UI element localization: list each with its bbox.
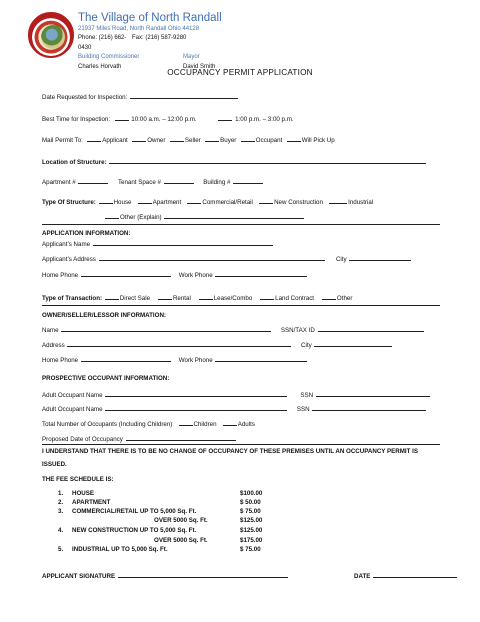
fee-label: APARTMENT — [72, 499, 111, 506]
afternoon-check[interactable] — [218, 114, 232, 121]
notice-line2: ISSUED. — [42, 461, 67, 468]
lease-combo-check[interactable] — [199, 293, 213, 300]
applicant-work-phone-field[interactable] — [215, 270, 307, 277]
phone: Phone: (216) 662-0430 — [78, 35, 127, 51]
location-row: Location of Structure: — [42, 157, 427, 166]
building-field[interactable] — [233, 177, 263, 184]
date-requested-field[interactable] — [130, 92, 238, 99]
applicant-name-row: Applicant’s Name — [42, 239, 274, 248]
fee-label: INDUSTRIAL UP TO 5,000 Sq. Ft. — [72, 546, 168, 553]
fee-label: COMMERCIAL/RETAIL UP TO 5,000 Sq. Ft. — [72, 508, 197, 515]
fee-num: 4. — [58, 527, 64, 534]
adult2-ssn-field[interactable] — [312, 404, 426, 411]
owner-home-phone-field[interactable] — [81, 355, 171, 362]
fee-amount: $ 50.00 — [240, 499, 261, 506]
owner-work-phone-field[interactable] — [215, 355, 307, 362]
owner-address-row: Address City — [42, 340, 393, 349]
commissioner-title: Building Commissioner — [78, 54, 140, 61]
other-structure-row: Other (Explain) — [104, 212, 305, 221]
signature-field[interactable] — [118, 571, 288, 578]
fee-amount: $175.00 — [240, 537, 263, 544]
signature-row: APPLICANT SIGNATURE — [42, 571, 289, 580]
date-row: DATE — [354, 571, 458, 580]
mayor-name: David Smith — [183, 63, 216, 70]
mayor-title: Mayor — [183, 54, 200, 61]
unit-row: Apartment # Tenant Space # Building # — [42, 177, 264, 186]
total-occupants-row: Total Number of Occupants (Including Children) Children Adults — [42, 421, 255, 428]
fee-num: 3. — [58, 508, 64, 515]
fee-num: 2. — [58, 499, 64, 506]
divider — [42, 224, 440, 225]
owner-name-row: Name SSN/TAX ID — [42, 325, 425, 334]
apartment-field[interactable] — [78, 177, 108, 184]
applicant-heading: APPLICATION INFORMATION: — [42, 230, 131, 237]
fee-amount: $125.00 — [240, 527, 263, 534]
fee-heading: THE FEE SCHEDULE IS: — [42, 476, 114, 483]
divider — [42, 305, 440, 306]
letterhead — [78, 12, 222, 72]
applicant-address-field[interactable] — [99, 254, 325, 261]
house-check[interactable] — [99, 197, 113, 204]
other-transaction-check[interactable] — [322, 293, 336, 300]
mail-owner-check[interactable] — [132, 135, 146, 142]
adult2-name-field[interactable] — [105, 404, 287, 411]
applicant-name-field[interactable] — [93, 239, 273, 246]
proposed-date-row: Proposed Date of Occupancy — [42, 434, 237, 443]
mail-buyer-check[interactable] — [205, 135, 219, 142]
fee-num: 5. — [58, 546, 64, 553]
adults-count-field[interactable] — [223, 419, 237, 426]
direct-sale-check[interactable] — [105, 293, 119, 300]
village-seal — [28, 12, 74, 58]
adult1-ssn-field[interactable] — [316, 390, 430, 397]
fee-amount: $ 75.00 — [240, 546, 261, 553]
notice-line1: I UNDERSTAND THAT THERE IS TO BE NO CHANGE OF OCCUPANCY OF THESE PREMISES UNTIL AN OCCUPANCY PERMIT IS — [42, 448, 418, 455]
divider — [42, 444, 440, 445]
applicant-city-field[interactable] — [349, 254, 411, 261]
fee-num: 1. — [58, 490, 64, 497]
fax: Fax: (216) 587-9280 — [132, 35, 187, 42]
adult1-name-field[interactable] — [105, 390, 287, 397]
mail-occupant-check[interactable] — [241, 135, 255, 142]
owner-phone-row: Home Phone Work Phone — [42, 355, 308, 364]
fee-amount: $125.00 — [240, 517, 263, 524]
land-contract-check[interactable] — [260, 293, 274, 300]
other-structure-check[interactable] — [105, 212, 119, 219]
applicant-phone-row: Home Phone Work Phone — [42, 270, 308, 279]
commissioner-name: Charles Horvath — [78, 63, 122, 70]
mail-pickup-check[interactable] — [287, 135, 301, 142]
fee-label: OVER 5000 Sq. Ft. — [154, 537, 208, 544]
owner-ssn-field[interactable] — [318, 325, 424, 332]
rental-check[interactable] — [158, 293, 172, 300]
adult1-row: Adult Occupant Name SSN — [42, 390, 431, 399]
village-address: 21937 Miles Road, North Randall Ohio 44128 — [78, 26, 200, 32]
new-construction-check[interactable] — [259, 197, 273, 204]
apartment-check[interactable] — [138, 197, 152, 204]
signature-date-field[interactable] — [373, 571, 457, 578]
applicant-address-row: Applicant’s Address City — [42, 254, 412, 263]
date-requested-row: Date Requested for Inspection: — [42, 92, 239, 101]
location-field[interactable] — [109, 157, 426, 164]
owner-heading: OWNER/SELLER/LESSOR INFORMATION: — [42, 312, 166, 319]
fee-amount: $ 75.00 — [240, 508, 261, 515]
form-title: OCCUPANCY PERMIT APPLICATION — [167, 68, 313, 77]
commercial-check[interactable] — [187, 197, 201, 204]
owner-address-field[interactable] — [67, 340, 291, 347]
fee-amount: $100.00 — [240, 490, 263, 497]
adult2-row: Adult Occupant Name SSN — [42, 404, 427, 413]
mail-seller-check[interactable] — [170, 135, 184, 142]
proposed-date-field[interactable] — [126, 434, 236, 441]
applicant-home-phone-field[interactable] — [81, 270, 171, 277]
morning-check[interactable] — [115, 114, 129, 121]
fee-label: NEW CONSTRUCTION UP TO 5,000 Sq. Ft. — [72, 527, 197, 534]
transaction-row: Type of Transaction: Direct Sale Rental Lease/Combo Land Contract Other — [42, 295, 353, 302]
village-name: The Village of North Randall — [78, 12, 222, 24]
mail-applicant-check[interactable] — [87, 135, 101, 142]
fee-label: OVER 5000 Sq. Ft. — [154, 517, 208, 524]
other-explain-field[interactable] — [164, 212, 304, 219]
industrial-check[interactable] — [329, 197, 347, 204]
children-count-field[interactable] — [179, 419, 193, 426]
fee-label: HOUSE — [72, 490, 95, 497]
mail-permit-row: Mail Permit To: Applicant Owner Seller Buyer Occupant Will Pick Up — [42, 137, 335, 144]
occupant-heading: PROSPECTIVE OCCUPANT INFORMATION: — [42, 375, 170, 382]
tenant-space-field[interactable] — [164, 177, 194, 184]
owner-city-field[interactable] — [314, 340, 392, 347]
best-time-row: Best Time for Inspection: 10:00 a.m. – 12:00 p.m. 1:00 p.m. – 3:00 p.m. — [42, 116, 294, 123]
owner-name-field[interactable] — [61, 325, 271, 332]
structure-row: Type Of Structure: House Apartment Commercial/Retail New Construction Industrial — [42, 199, 374, 206]
